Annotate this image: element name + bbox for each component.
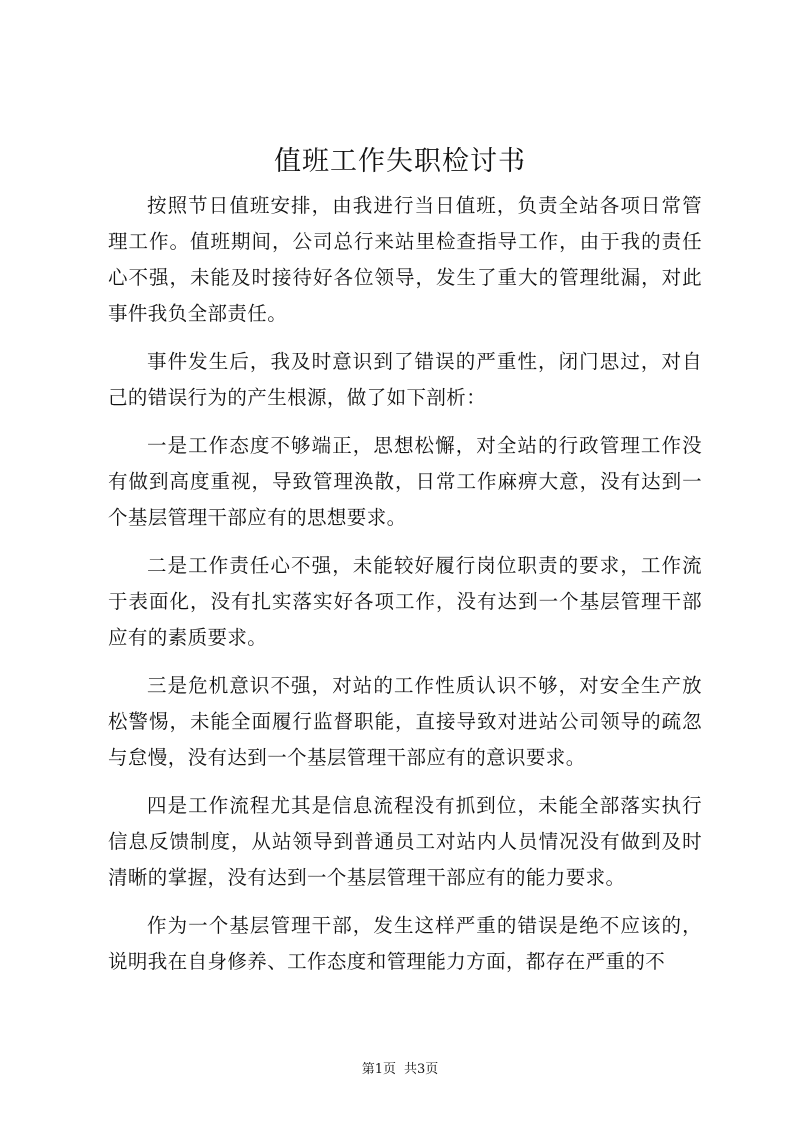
document-body	[108, 188, 702, 992]
page-total: 共3页	[404, 1062, 439, 1077]
paragraph-4: 二是工作责任心不强，未能较好履行岗位职责的要求，工作流于表面化，没有扎实落实好各项工作，没有达到一个基层管理干部应有的素质要求。	[108, 554, 702, 649]
paragraph-1: 按照节日值班安排，由我进行当日值班，负责全站各项日常管理工作。值班期间，公司总行来站里检查指导工作，由于我的责任心不强，未能及时接待好各位领导，发生了重大的管理纰漏，对此事件我负全部责任。	[108, 194, 702, 325]
paragraph-6: 四是工作流程尤其是信息流程没有抓到位，未能全部落实执行信息反馈制度，从站领导到普通员工对站内人员情况没有做到及时清晰的掌握，没有达到一个基层管理干部应有的能力要求。	[108, 794, 702, 889]
page-number: 第1页	[361, 1062, 396, 1077]
paragraph-7: 作为一个基层管理干部，发生这样严重的错误是绝不应该的，说明我在自身修养、工作态度和管理能力方面，都存在严重的不	[108, 914, 702, 973]
document-title: 值班工作失职检讨书	[274, 146, 526, 177]
paragraph-3: 一是工作态度不够端正，思想松懈，对全站的行政管理工作没有做到高度重视，导致管理涣散，日常工作麻痹大意，没有达到一个基层管理干部应有的思想要求。	[108, 434, 702, 529]
page-footer	[0, 1061, 800, 1079]
paragraph-2: 事件发生后，我及时意识到了错误的严重性，闭门思过，对自己的错误行为的产生根源，做了如下剖析：	[108, 350, 702, 409]
paragraph-5: 三是危机意识不强，对站的工作性质认识不够，对安全生产放松警惕，未能全面履行监督职能，直接导致对进站公司领导的疏忽与怠慢，没有达到一个基层管理干部应有的意识要求。	[108, 674, 702, 769]
